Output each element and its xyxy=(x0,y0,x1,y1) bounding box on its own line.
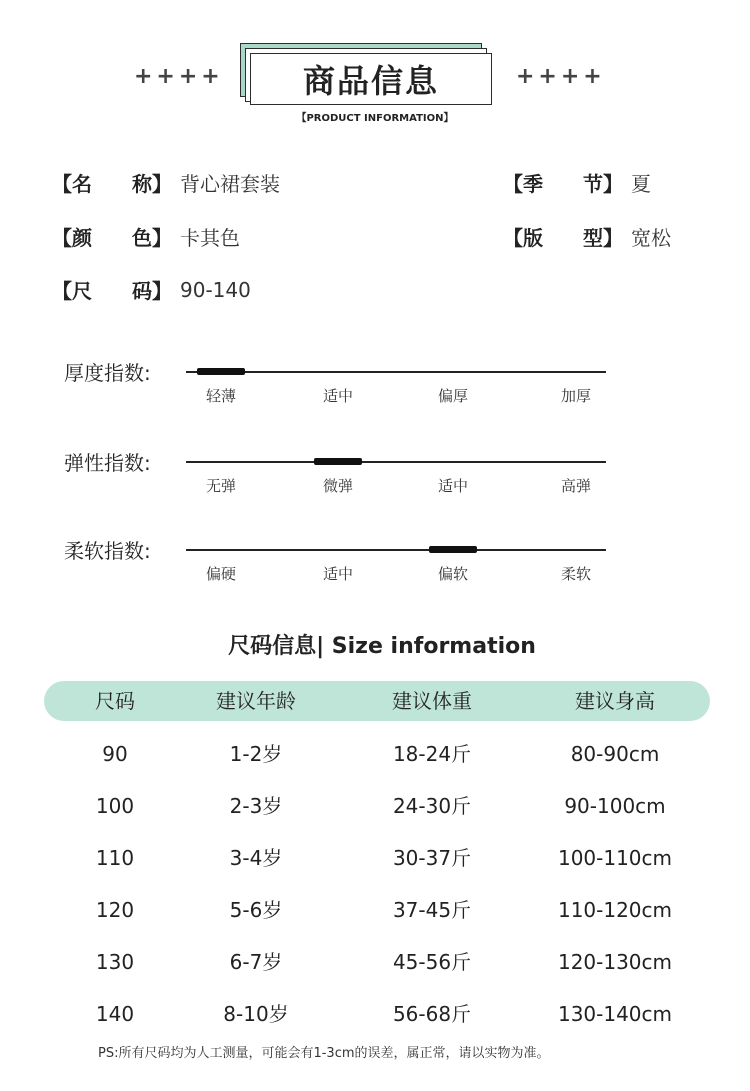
index-label: 厚度指数: xyxy=(64,361,151,385)
index-tick-label: 微弹 xyxy=(322,477,353,495)
table-cell: 90 xyxy=(102,742,128,766)
index-label: 柔软指数: xyxy=(64,539,151,563)
size-table-header-height: 建议身高 xyxy=(575,689,655,713)
field-fit-label: 【版 型】 xyxy=(503,226,623,250)
table-cell: 110 xyxy=(95,846,135,870)
table-cell: 140 xyxy=(95,1002,135,1026)
field-fit-value: 宽松 xyxy=(631,226,671,250)
table-cell: 110-120cm xyxy=(557,898,673,922)
table-cell: 120-130cm xyxy=(557,950,673,974)
page-title: 商品信息 xyxy=(250,53,492,105)
index-track-line xyxy=(186,549,606,551)
table-cell: 100 xyxy=(95,794,135,818)
table-cell: 120 xyxy=(95,898,135,922)
table-cell: 5-6岁 xyxy=(229,898,283,922)
plus-decoration-left: ++++ xyxy=(134,64,224,89)
field-name-value: 背心裙套装 xyxy=(180,172,280,196)
index-tick-label: 适中 xyxy=(322,565,353,583)
field-color-label: 【颜 色】 xyxy=(52,226,172,250)
table-cell: 8-10岁 xyxy=(223,1002,289,1026)
index-tick-label: 柔软 xyxy=(560,565,591,583)
page-subtitle: 【PRODUCT INFORMATION】 xyxy=(296,113,454,124)
table-cell: 56-68斤 xyxy=(392,1002,472,1026)
index-track-line xyxy=(186,461,606,463)
table-cell: 90-100cm xyxy=(564,794,666,818)
field-size-label: 【尺 码】 xyxy=(52,279,172,303)
index-tick-label: 无弹 xyxy=(205,477,236,495)
table-cell: 37-45斤 xyxy=(392,898,472,922)
field-color-value: 卡其色 xyxy=(180,226,240,250)
index-tick-label: 适中 xyxy=(437,477,468,495)
field-size-value: 90-140 xyxy=(180,277,251,302)
index-track-line xyxy=(186,371,606,373)
table-cell: 130-140cm xyxy=(557,1002,673,1026)
field-fit xyxy=(503,222,671,251)
table-cell: 1-2岁 xyxy=(229,742,283,766)
size-section-title: 尺码信息| Size information xyxy=(228,634,536,659)
index-label: 弹性指数: xyxy=(64,451,151,475)
field-name xyxy=(52,168,280,197)
table-cell: 30-37斤 xyxy=(392,846,472,870)
table-cell: 6-7岁 xyxy=(229,950,283,974)
field-season-value: 夏 xyxy=(631,172,651,196)
field-size xyxy=(52,275,251,304)
table-cell: 100-110cm xyxy=(557,846,673,870)
size-table-header-age: 建议年龄 xyxy=(216,689,296,713)
size-table-header-size: 尺码 xyxy=(95,689,135,713)
table-cell: 3-4岁 xyxy=(229,846,283,870)
index-selected-marker xyxy=(314,458,362,465)
table-cell: 18-24斤 xyxy=(392,742,472,766)
field-season xyxy=(503,168,651,197)
table-cell: 45-56斤 xyxy=(392,950,472,974)
index-tick-label: 偏厚 xyxy=(437,387,468,405)
table-cell: 80-90cm xyxy=(570,742,660,766)
field-color xyxy=(52,222,240,251)
size-table-header-weight: 建议体重 xyxy=(392,689,472,713)
index-selected-marker xyxy=(197,368,245,375)
table-cell: 2-3岁 xyxy=(229,794,283,818)
table-cell: 24-30斤 xyxy=(392,794,472,818)
index-selected-marker xyxy=(429,546,477,553)
index-tick-label: 偏软 xyxy=(437,565,468,583)
index-tick-label: 高弹 xyxy=(560,477,591,495)
index-tick-label: 偏硬 xyxy=(205,565,236,583)
field-season-label: 【季 节】 xyxy=(503,172,623,196)
index-tick-label: 适中 xyxy=(322,387,353,405)
index-tick-label: 加厚 xyxy=(560,387,591,405)
plus-decoration-right: ++++ xyxy=(516,64,606,89)
measurement-note: PS:所有尺码均为人工测量，可能会有1-3cm的误差，属正常，请以实物为准。 xyxy=(98,1046,550,1061)
table-cell: 130 xyxy=(95,950,135,974)
index-tick-label: 轻薄 xyxy=(205,387,236,405)
field-name-label: 【名 称】 xyxy=(52,172,172,196)
